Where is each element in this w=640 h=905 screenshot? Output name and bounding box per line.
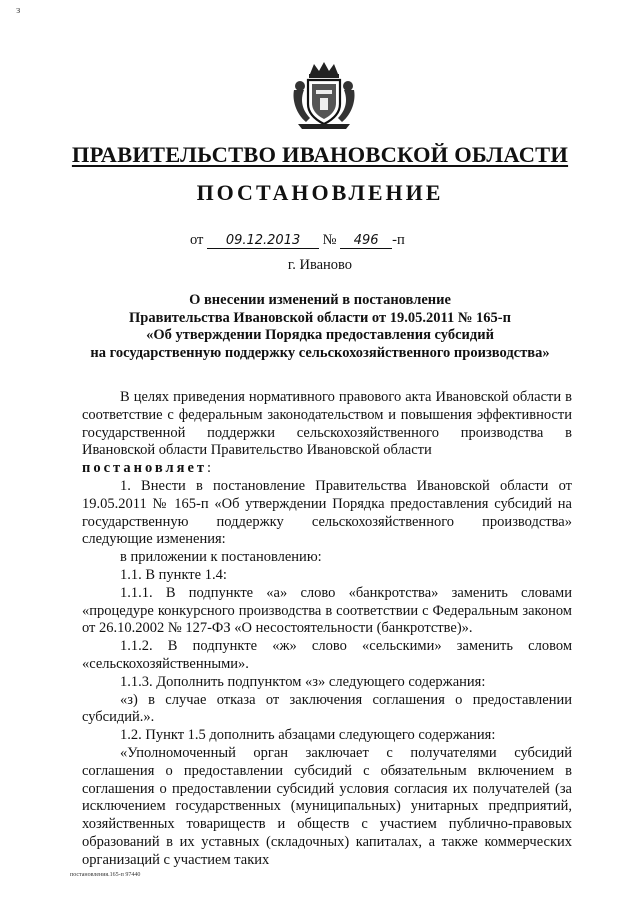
paragraph-1-1: 1.1. В пункте 1.4: (120, 566, 227, 583)
heading-line: на государственную поддержку сельскохозяйственного производства» (90, 344, 550, 361)
registration-date: 09.12.2013 (207, 234, 319, 249)
decision-word: постановляет (82, 460, 208, 477)
decision-colon: : (207, 460, 212, 477)
coat-of-arms-emblem (290, 60, 358, 130)
intro-paragraph (82, 389, 572, 460)
paragraph-1-1-2: 1.1.2. В подпункте «ж» слово «сельскими» заменить словом «сельскохозяйственными». (82, 638, 572, 672)
heading-line: Правительства Ивановской области от 19.05.2011 № 165-п (129, 309, 511, 326)
document-body (82, 389, 572, 870)
paragraph-appendix: в приложении к постановлению: (120, 549, 322, 566)
registration-number: 496 (340, 234, 392, 249)
government-title: ПРАВИТЕЛЬСТВО ИВАНОВСКОЙ ОБЛАСТИ (71, 142, 569, 167)
document-heading (60, 292, 580, 362)
date-prefix: от (190, 232, 204, 248)
city: г. Иваново (287, 257, 353, 273)
intro-text: В целях приведения нормативного правового акта Ивановской области в соответствие с федеральным законодательством и повышения эффективности государственной поддержки сельскохозяйственного производства в Ивановской области Правительство Ивановской области (82, 389, 572, 459)
page-mark: з (16, 4, 21, 16)
document-type: ПОСТАНОВЛЕНИЕ (196, 180, 444, 205)
number-label: № (322, 232, 337, 248)
number-suffix: -п (392, 232, 405, 248)
paragraph-1-1-1: 1.1.1. В подпункте «а» слово «банкротства» заменить словами «процедуре конкурсного производства в соответствии с Федеральным законом от 26.10.2002 № 127-ФЗ «О несостоятельности (банкротстве)». (82, 584, 572, 637)
paragraph-1-1-3: 1.1.3. Дополнить подпунктом «з» следующего содержания: (120, 673, 486, 690)
footer-note: постановления.165-п 97440 (70, 872, 141, 878)
paragraph-z: «з) в случае отказа от заключения соглашения о предоставлении субсидий.». (82, 691, 572, 726)
paragraph-quote: «Уполномоченный орган заключает с получателями субсидий соглашения о предоставлении субсидий с обязательным включением в соглашения о предоставлении субсидий условия согласия их получателей (за исключением государственных (муниципальных) унитарных предприятий, хозяйственных товариществ и обществ с участием публично-правовых образований в их уставных (складочных) капиталах, а также коммерческих организаций с участием таких (82, 744, 572, 868)
decision-line (82, 460, 572, 478)
paragraph-1: 1. Внести в постановление Правительства Ивановской области от 19.05.2011 № 165-п «Об утверждении Порядка предоставления субсидий на государственную поддержку сельскохозяйственного производства» следующие изменения: (82, 477, 572, 548)
heading-line: О внесении изменений в постановление (189, 292, 451, 308)
registration-line (190, 232, 405, 249)
paragraph-1-2: 1.2. Пункт 1.5 дополнить абзацами следующего содержания: (120, 727, 496, 744)
heading-line: «Об утверждении Порядка предоставления субсидий (146, 327, 494, 343)
